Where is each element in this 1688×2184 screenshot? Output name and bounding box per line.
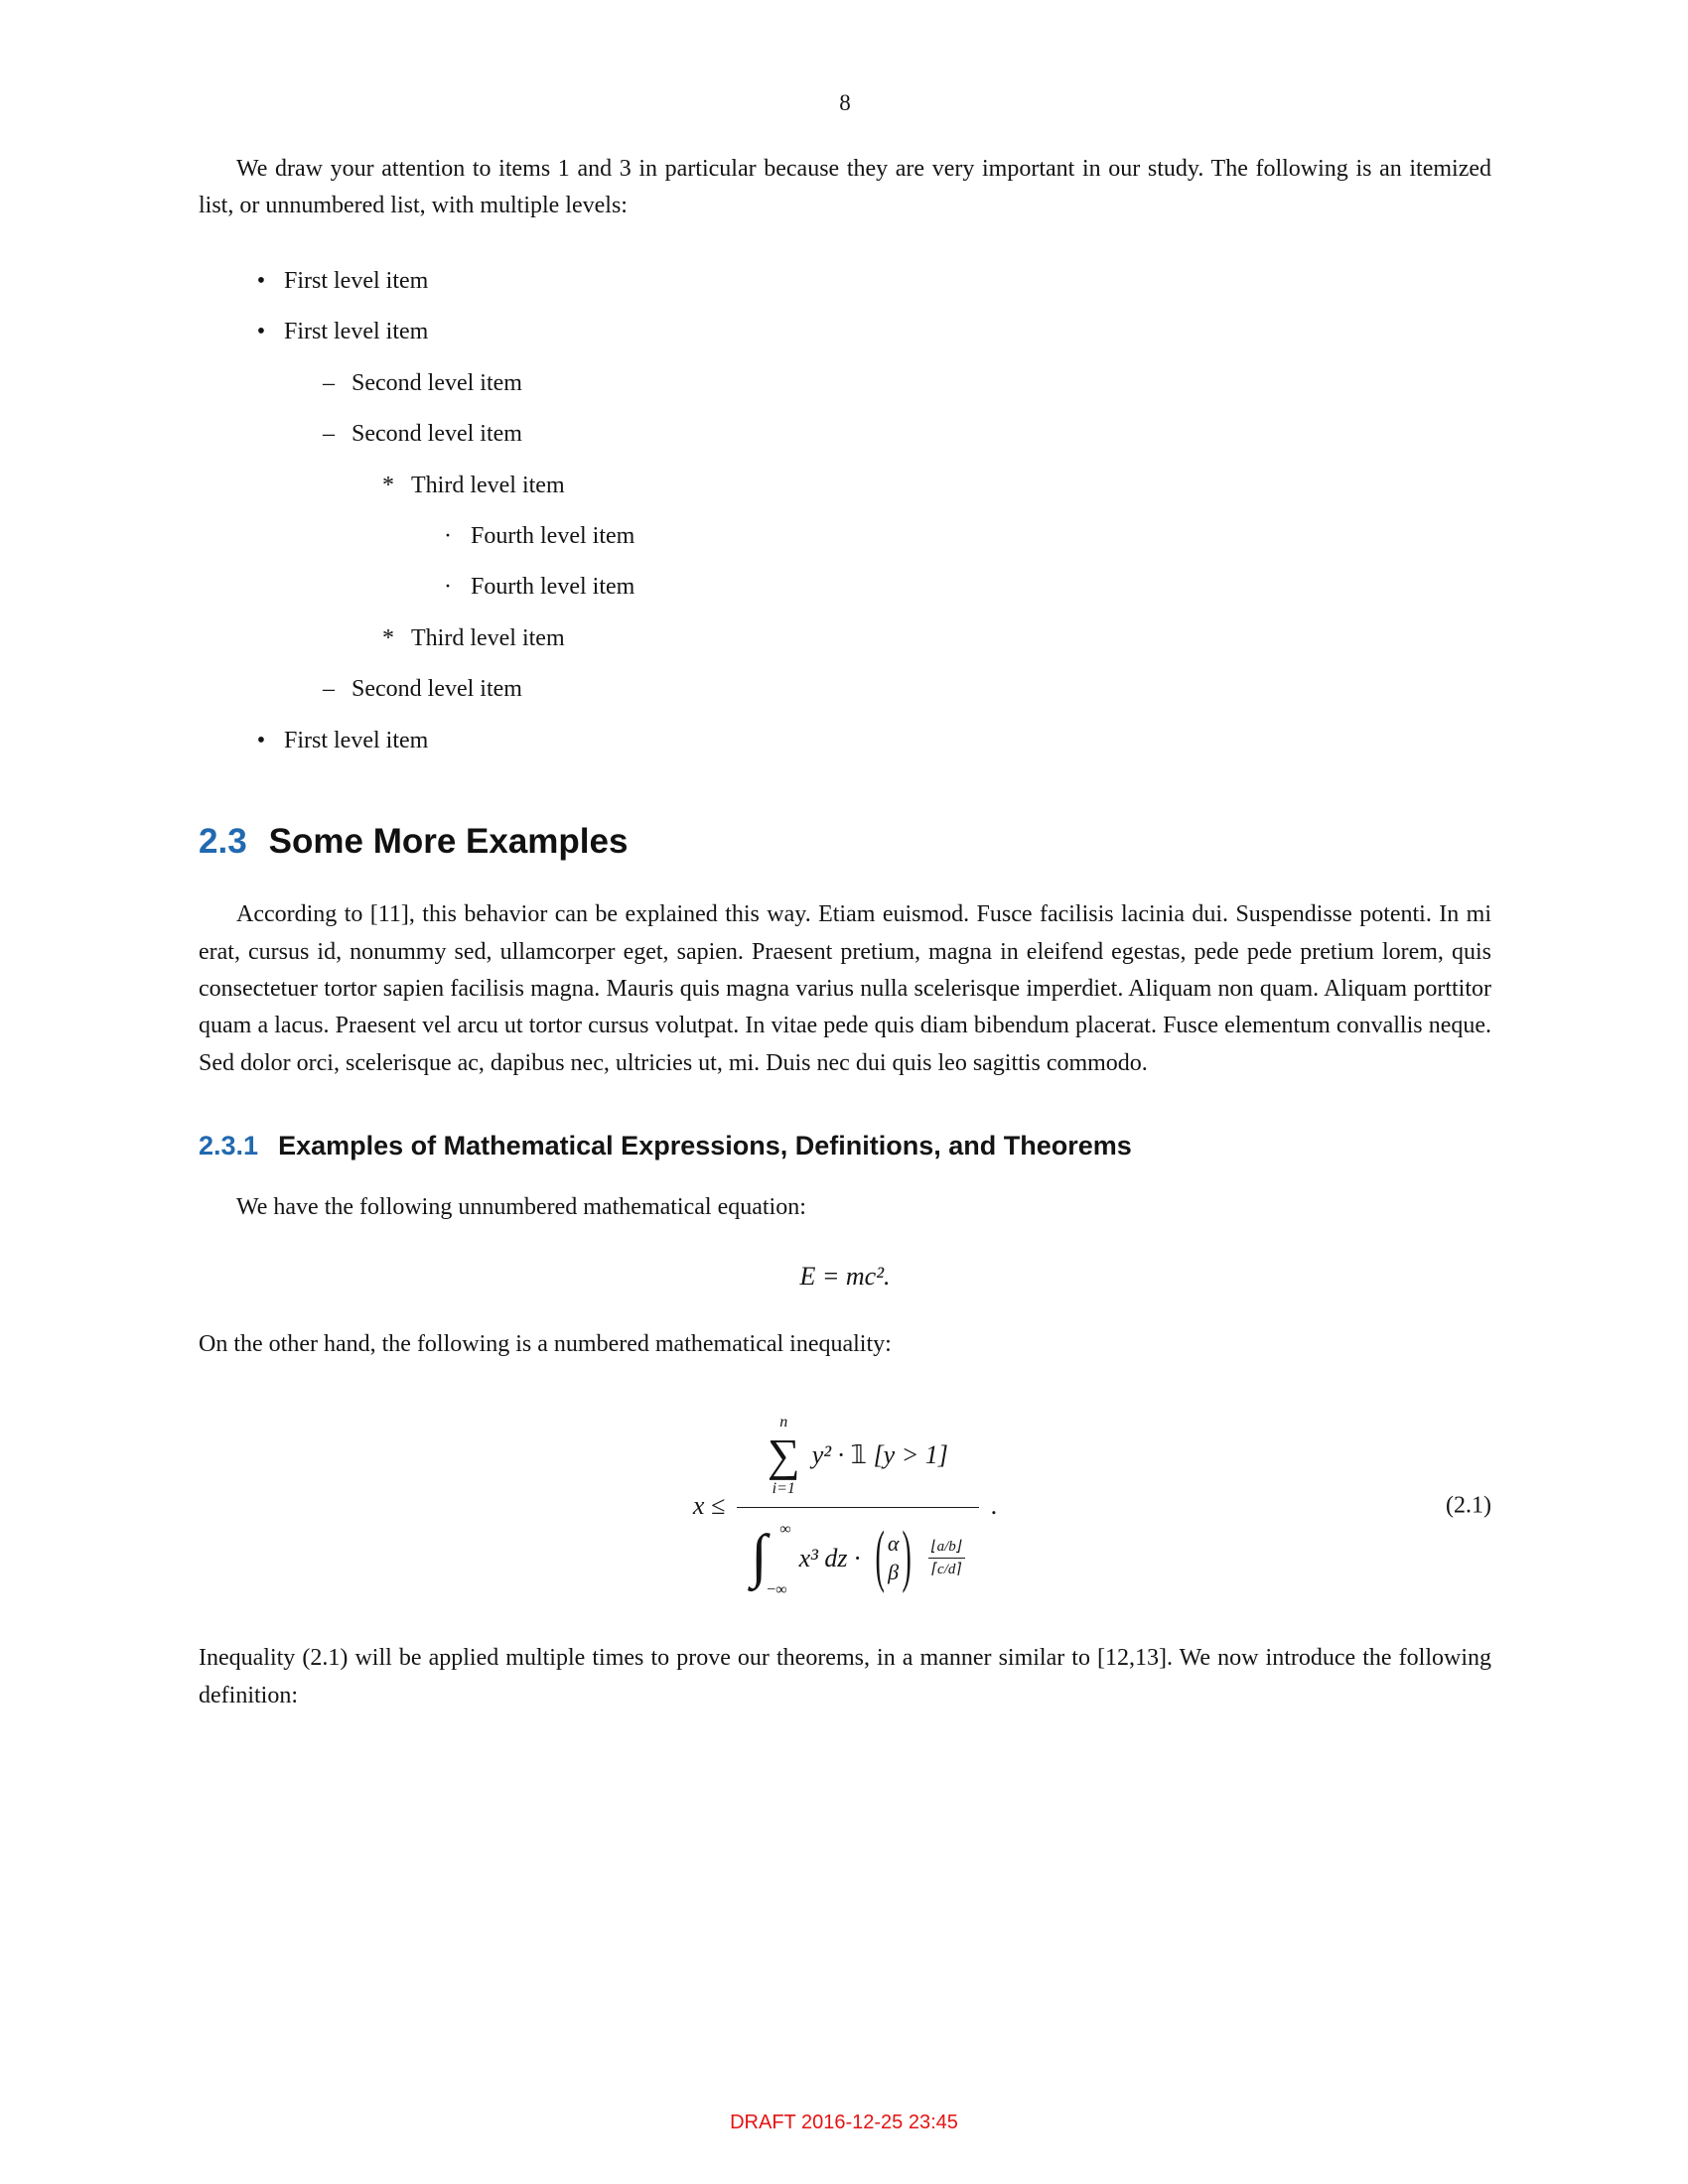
transition-paragraph: On the other hand, the following is a numbered mathematical inequality: [199, 1331, 892, 1358]
numbered-inequality [199, 1399, 1491, 1612]
list-item-text: Third level item [411, 472, 565, 498]
dash-marker: – [323, 676, 335, 703]
sum-lower-limit: i=1 [772, 1479, 795, 1497]
sum-upper-limit: n [779, 1413, 788, 1431]
intro-paragraph: We draw your attention to items 1 and 3 in particular because they are very important in our study. The following is an itemized list, or unnumbered list, with multiple levels: [199, 155, 1491, 219]
itemized-list [199, 263, 1491, 759]
binomial-top: α [887, 1531, 900, 1557]
list-item-text: First level item [284, 319, 429, 345]
subsection-number: 2.3.1 [199, 1131, 259, 1161]
dot-marker: · [444, 574, 452, 601]
floor-ceil-fraction [928, 1538, 965, 1580]
list-item [199, 365, 1491, 402]
dash-marker: – [323, 369, 335, 396]
main-fraction [737, 1415, 978, 1597]
dot-marker: · [444, 522, 452, 549]
list-item [199, 263, 1491, 300]
list-item [199, 569, 1491, 606]
list-item [199, 518, 1491, 555]
page-content [199, 0, 1491, 1714]
asterisk-marker: * [382, 472, 394, 498]
inequality-lhs: x ≤ [692, 1490, 726, 1520]
bullet-marker: • [256, 727, 266, 753]
ceil-term: ⌈c/d⌉ [931, 1562, 962, 1578]
list-item-text: Fourth level item [471, 522, 635, 549]
equation-intro-paragraph: We have the following unnumbered mathematical equation: [236, 1194, 806, 1221]
draft-watermark: DRAFT 2016-12-25 23:45 [730, 2111, 958, 2133]
sum-symbol: ∑ [767, 1429, 800, 1480]
floor-term: ⌊a/b⌋ [928, 1538, 965, 1560]
list-item-text: Second level item [352, 421, 522, 448]
section-title: Some More Examples [268, 822, 629, 862]
closing-paragraph: Inequality (2.1) will be applied multiple times to prove our theorems, in a manner similar to [12,13]. We now introduce the following definition: [199, 1645, 1491, 1708]
integral-lower-limit: −∞ [767, 1581, 787, 1599]
equation-period: . [990, 1490, 998, 1520]
equation-number: (2.1) [1446, 1492, 1491, 1519]
list-item-text: Fourth level item [471, 574, 635, 601]
section-number: 2.3 [199, 822, 247, 862]
list-item [199, 468, 1491, 504]
sum-body: y² · 𝟙 [y > 1] [811, 1439, 948, 1469]
right-paren: ) [902, 1519, 912, 1596]
integral-symbol: ∫ [751, 1522, 768, 1588]
fraction-denominator [737, 1507, 978, 1598]
binomial-stack [888, 1530, 900, 1586]
bullet-marker: • [256, 319, 266, 345]
list-item-text: Second level item [352, 369, 522, 396]
section-heading [199, 821, 1491, 863]
subsection-title: Examples of Mathematical Expressions, Definitions, and Theorems [278, 1131, 1132, 1161]
asterisk-marker: * [382, 624, 394, 651]
list-item [199, 620, 1491, 657]
list-item-text: Third level item [411, 624, 565, 651]
list-item [199, 314, 1491, 350]
binomial-coefficient [873, 1519, 914, 1596]
page-number: 8 [839, 90, 851, 115]
list-item-text: First level item [284, 267, 429, 294]
list-item-text: First level item [284, 727, 429, 753]
unnumbered-equation: E = mc². [799, 1261, 891, 1291]
left-paren: ( [875, 1519, 885, 1596]
summation-operator [768, 1415, 800, 1497]
fraction-numerator [754, 1415, 962, 1507]
integral-upper-limit: ∞ [779, 1520, 791, 1538]
integral-operator [751, 1520, 791, 1599]
list-item [199, 671, 1491, 708]
subsection-heading [199, 1130, 1491, 1163]
dash-marker: – [323, 421, 335, 448]
binomial-bottom: β [888, 1559, 900, 1584]
bullet-marker: • [256, 267, 266, 294]
list-item-text: Second level item [352, 676, 522, 703]
section-paragraph: According to [11], this behavior can be explained this way. Etiam euismod. Fusce facilisis lacinia dui. Suspendisse potenti. In mi erat, cursus id, nonummy sed, ullamcorper eget, sapien. Praesent pretium, magna in eleifend egestas, pede pede pretium lorem, quis consectetuer tortor sapien facilisis magna. Mauris quis magna varius nulla scelerisque imperdiet. Aliquam non quam. Aliquam porttitor quam a lacus. Praesent vel arcu ut tortor cursus volutpat. In vitae pede quis diam bibendum placerat. Fusce elementum convallis neque. Sed dolor orci, scelerisque ac, dapibus nec, ultricies ut, mi. Duis nec dui quis leo sagittis commodo. [199, 901, 1491, 1076]
inequality-expression [693, 1415, 997, 1597]
integrand: x³ dz · [798, 1543, 861, 1572]
list-item [199, 723, 1491, 759]
list-item [199, 416, 1491, 453]
